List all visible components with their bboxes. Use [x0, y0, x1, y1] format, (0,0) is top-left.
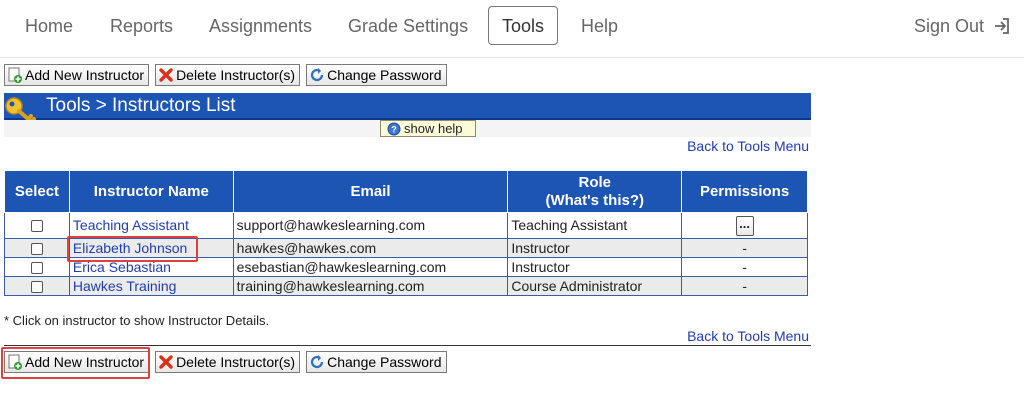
delete-instructor-button[interactable] [155, 64, 300, 86]
permissions-value: - [682, 258, 808, 277]
row-checkbox[interactable] [31, 220, 43, 232]
row-checkbox[interactable] [31, 262, 43, 274]
instructors-table [4, 170, 808, 296]
refresh-arrow-icon [309, 354, 325, 370]
instructor-role: Instructor [508, 258, 682, 277]
instructor-name-link[interactable]: Erica Sebastian [69, 258, 233, 277]
page-title: Tools > Instructors List [46, 95, 236, 116]
show-help-button[interactable] [380, 120, 476, 137]
permissions-cell [682, 213, 808, 239]
nav-grade-settings[interactable]: Grade Settings [348, 16, 469, 36]
row-select-cell [5, 213, 70, 239]
header-role[interactable]: Role (What's this?) [508, 171, 682, 213]
help-icon [387, 122, 401, 136]
highlight-box-add-button [1, 347, 150, 379]
refresh-arrow-icon [309, 67, 325, 83]
header-instructor-name: Instructor Name [69, 171, 233, 213]
row-select-cell [5, 277, 70, 296]
change-password-button[interactable] [306, 64, 446, 86]
delete-instructor-label: Delete Instructor(s) [176, 354, 296, 370]
instructor-role: Teaching Assistant [508, 213, 682, 239]
nav-home[interactable]: Home [25, 16, 74, 36]
nav-assignments[interactable]: Assignments [209, 16, 313, 36]
add-instructor-label: Add New Instructor [25, 67, 145, 83]
svg-text:?: ? [391, 124, 397, 134]
page-title-bar [4, 93, 811, 120]
change-password-button-bottom[interactable] [306, 351, 446, 373]
instructor-name-link[interactable]: Teaching Assistant [69, 213, 233, 239]
row-checkbox[interactable] [31, 243, 43, 255]
change-password-label: Change Password [327, 354, 442, 370]
back-to-tools-link-bottom[interactable]: Back to Tools Menu [687, 328, 809, 344]
highlight-box-instructor [67, 236, 198, 262]
sign-out-link[interactable] [914, 16, 1012, 36]
top-navigation [0, 0, 1024, 58]
sign-out-icon [992, 16, 1012, 36]
table-header-row [5, 171, 808, 213]
add-instructor-label: Add New Instructor [25, 354, 145, 370]
nav-reports[interactable]: Reports [110, 16, 174, 36]
instructor-email: hawkes@hawkes.com [233, 239, 508, 258]
top-toolbar [4, 64, 447, 86]
row-select-cell [5, 239, 70, 258]
instructor-role: Instructor [508, 239, 682, 258]
table-row [5, 213, 808, 239]
permissions-value: - [682, 239, 808, 258]
row-checkbox[interactable] [31, 281, 43, 293]
add-document-icon [7, 67, 23, 83]
show-help-label: show help [404, 121, 463, 136]
instructor-email: training@hawkeslearning.com [233, 277, 508, 296]
sign-out-label: Sign Out [913, 16, 984, 36]
instructor-role: Course Administrator [508, 277, 682, 296]
permissions-button[interactable]: ... [736, 216, 754, 236]
delete-instructor-button-bottom[interactable] [155, 351, 300, 373]
delete-x-icon [158, 67, 174, 83]
instructor-name-link[interactable]: Elizabeth Johnson [69, 239, 233, 258]
add-instructor-button[interactable] [4, 64, 149, 86]
delete-instructor-label: Delete Instructor(s) [176, 67, 296, 83]
instructor-email: esebastian@hawkeslearning.com [233, 258, 508, 277]
instructor-email: support@hawkeslearning.com [233, 213, 508, 239]
table-row [5, 277, 808, 296]
header-permissions: Permissions [682, 171, 808, 213]
nav-help[interactable]: Help [581, 16, 619, 36]
delete-x-icon [158, 354, 174, 370]
row-select-cell [5, 258, 70, 277]
instruction-note: * Click on instructor to show Instructor Details. [4, 313, 270, 328]
header-email: Email [233, 171, 508, 213]
permissions-value: - [682, 277, 808, 296]
nav-tools[interactable]: Tools [488, 6, 558, 45]
change-password-label: Change Password [327, 67, 442, 83]
instructor-name-link[interactable]: Hawkes Training [69, 277, 233, 296]
divider-line [4, 345, 811, 346]
back-to-tools-link-top[interactable]: Back to Tools Menu [687, 138, 809, 154]
header-select: Select [5, 171, 70, 213]
